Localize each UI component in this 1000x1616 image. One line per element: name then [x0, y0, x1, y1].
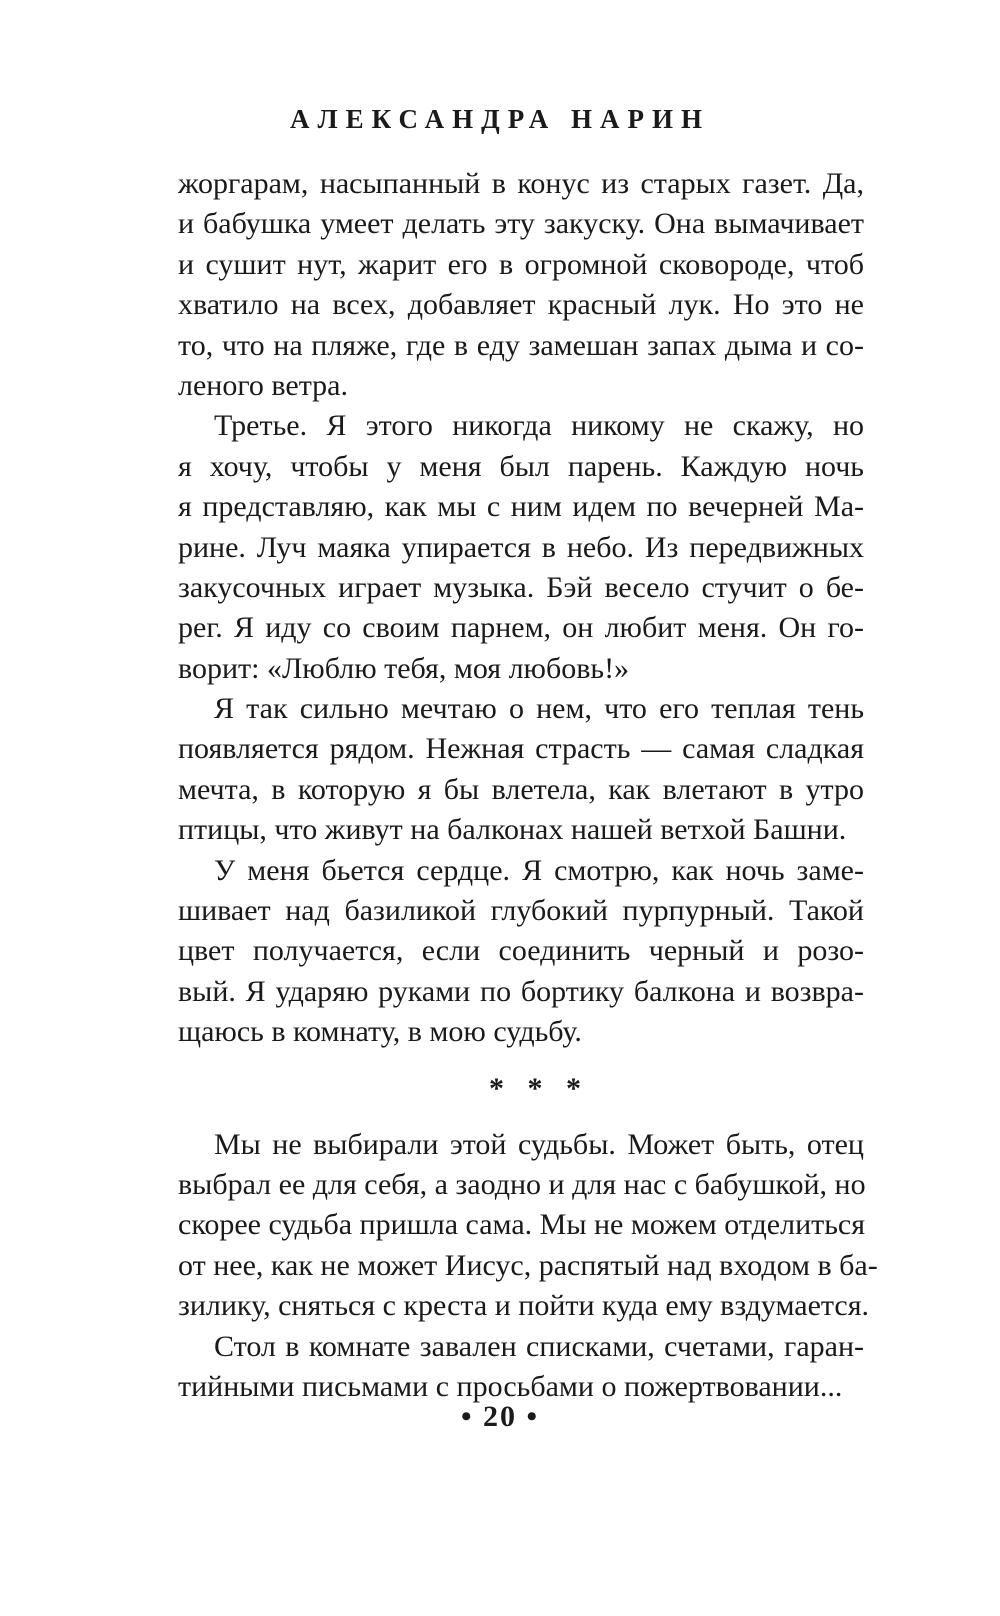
text-line: выбрал ее для себя, а заодно и для нас с бабушкой, но	[178, 1167, 866, 1201]
text-line: ворит: «Люблю тебя, моя любовь!»	[178, 651, 630, 685]
section-separator: * * *	[489, 1071, 589, 1105]
paragraph	[178, 406, 864, 689]
text-line: то, что на пляже, где в еду замешан запах дыма и со-	[178, 328, 864, 362]
text-line: и сушит нут, жарит его в огромной сковороде, чтоб	[178, 247, 864, 281]
text-line: Третье. Я этого никогда никому не скажу, но	[214, 409, 864, 443]
paragraph	[178, 851, 864, 1053]
text-line: скорее судьба пришла сама. Мы не можем отделиться	[178, 1208, 866, 1242]
text-line: рег. Я иду со своим парнем, он любит меня. Он го-	[178, 611, 864, 645]
text-line: Мы не выбирали этой судьбы. Может быть, отец	[214, 1127, 864, 1161]
paragraph	[178, 689, 864, 851]
text-line: вый. Я ударяю руками по бортику балкона и возвра-	[178, 974, 864, 1008]
page-number: • 20 •	[460, 1400, 539, 1433]
text-line: Я так сильно мечтаю о нем, что его теплая тень	[214, 692, 864, 726]
text-line: леного ветра.	[178, 368, 348, 402]
text-line: шивает над базиликой глубокий пурпурный. Такой	[178, 894, 864, 928]
text-line: мечта, в которую я бы влетела, как влетают в утро	[178, 772, 864, 806]
text-line: я хочу, чтобы у меня был парень. Каждую ночь	[178, 449, 864, 483]
text-line: У меня бьется сердце. Я смотрю, как ночь заме-	[214, 853, 864, 887]
text-line: зилику, сняться с креста и пойти куда ему вздумается.	[178, 1289, 870, 1323]
text-line: закусочных играет музыка. Бэй весело стучит о бе-	[178, 570, 864, 604]
paragraph	[178, 164, 864, 406]
body-text	[178, 164, 878, 1407]
text-line: я представляю, как мы с ним идем по вечерней Ма-	[178, 490, 864, 524]
text-line: Стол в комнате завален списками, счетами, гаран-	[214, 1329, 864, 1363]
paragraph	[178, 1327, 864, 1408]
text-line: рине. Луч маяка упирается в небо. Из передвижных	[178, 530, 864, 564]
text-line: птицы, что живут на балконах нашей ветхой Башни.	[178, 813, 847, 847]
text-line: и бабушка умеет делать эту закуску. Она вымачивает	[178, 207, 864, 241]
paragraph	[178, 1125, 878, 1327]
text-line: жоргарам, насыпанный в конус из старых газет. Да,	[178, 167, 864, 200]
text-line: тийными письмами с просьбами о пожертвовании...	[178, 1369, 843, 1403]
running-head-author: АЛЕКСАНДРА НАРИН	[289, 104, 711, 134]
text-line: от нее, как не может Иисус, распятый над входом в ба-	[178, 1248, 878, 1282]
text-line: щаюсь в комнату, в мою судьбу.	[178, 1015, 582, 1049]
text-line: появляется рядом. Нежная страсть — самая сладкая	[178, 732, 864, 766]
text-line: хватило на всех, добавляет красный лук. Но это не	[178, 288, 864, 322]
text-line: цвет получается, если соединить черный и розо-	[178, 934, 864, 968]
